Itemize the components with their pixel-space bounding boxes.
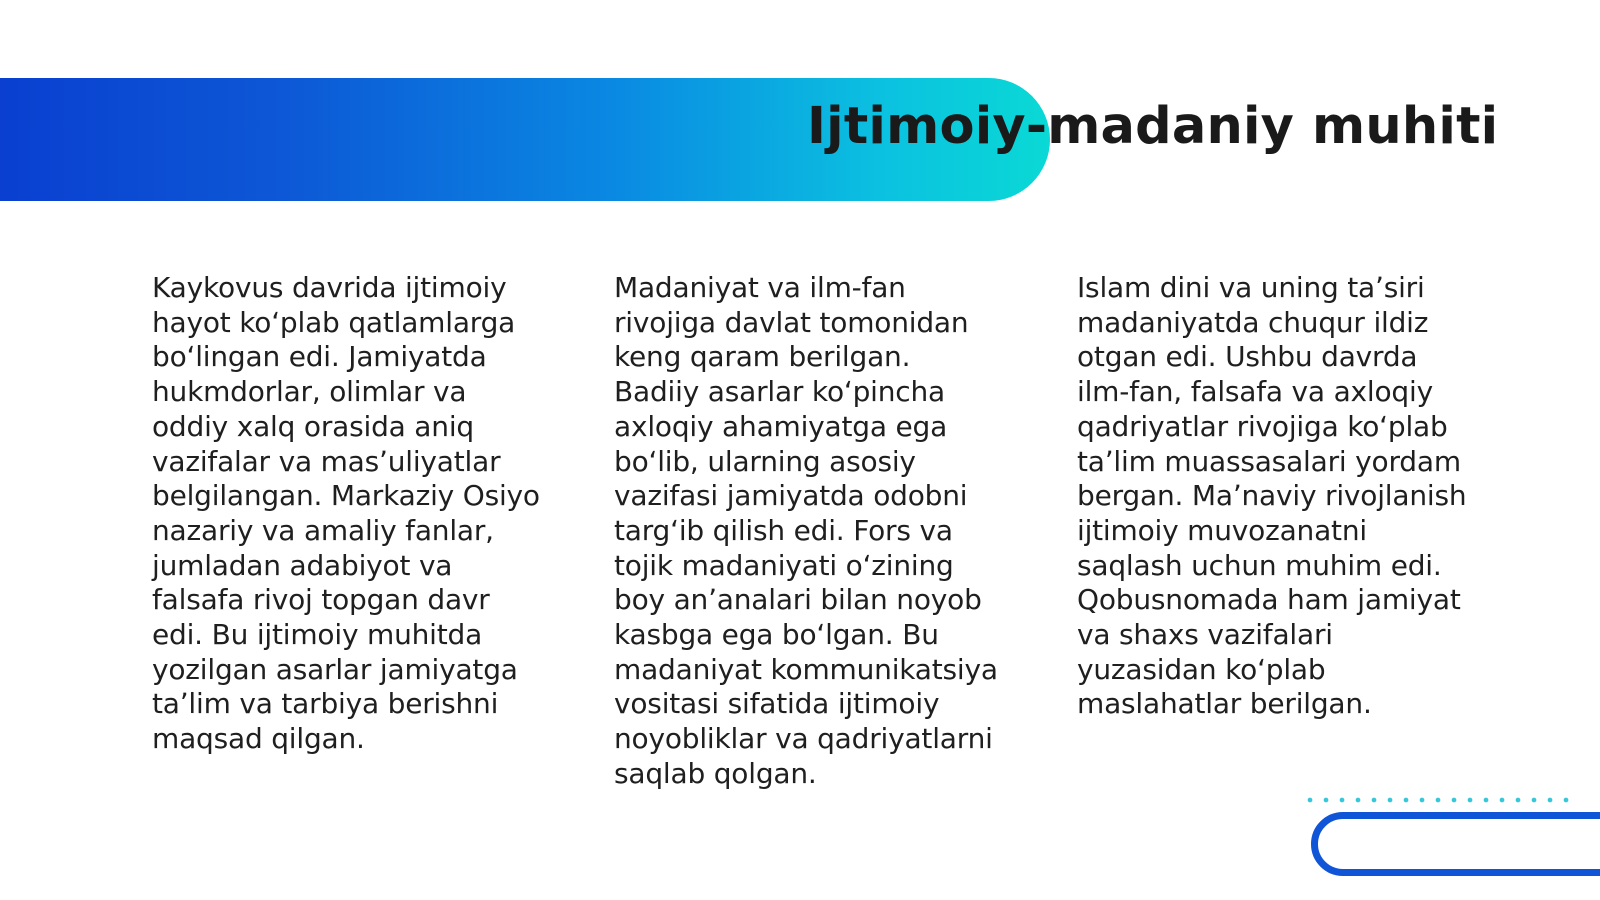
text-column-right: Islam dini va uning taʼsiri madaniyatda chuqur ildiz otgan edi. Ushbu davrda ilm-fan, falsafa va axloqiy qadriyatlar rivojiga koʻplab taʼlim muassasalari yordam bergan. Maʼnaviy rivojlanish ijtimoiy muvozanatni saqlash uchun muhim edi. Qobusnomada ham jamiyat va shaxs vazifalari yuzasidan koʻplab maslahatlar berilgan. [1077, 271, 1467, 721]
slide-title: Ijtimoiy-madaniy muhiti [807, 97, 1499, 156]
decorative-pill-outline [1311, 812, 1600, 876]
text-column-middle: Madaniyat va ilm-fan rivojiga davlat tomonidan keng qaram berilgan. Badiiy asarlar koʻpincha axloqiy ahamiyatga ega boʻlib, ularning asosiy vazifasi jamiyatda odobni targʻib qilish edi. Fors va tojik madaniyati oʻzining boy anʼanalari bilan noyob kasbga ega boʻlgan. Bu madaniyat kommunikatsiya vositasi sifatida ijtimoiy noyobliklar va qadriyatlarni saqlab qolgan. [614, 271, 998, 790]
text-column-left: Kaykovus davrida ijtimoiy hayot koʻplab qatlamlarga boʻlingan edi. Jamiyatda hukmdorlar, olimlar va oddiy xalq orasida aniq vazifalar va masʼuliyatlar belgilangan. Markaziy Osiyo nazariy va amaliy fanlar, jumladan adabiyot va falsafa rivoj topgan davr edi. Bu ijtimoiy muhitda yozilgan asarlar jamiyatga taʼlim va tarbiya berishni maqsad qilgan. [152, 271, 540, 756]
decorative-dot-row [1302, 796, 1570, 804]
